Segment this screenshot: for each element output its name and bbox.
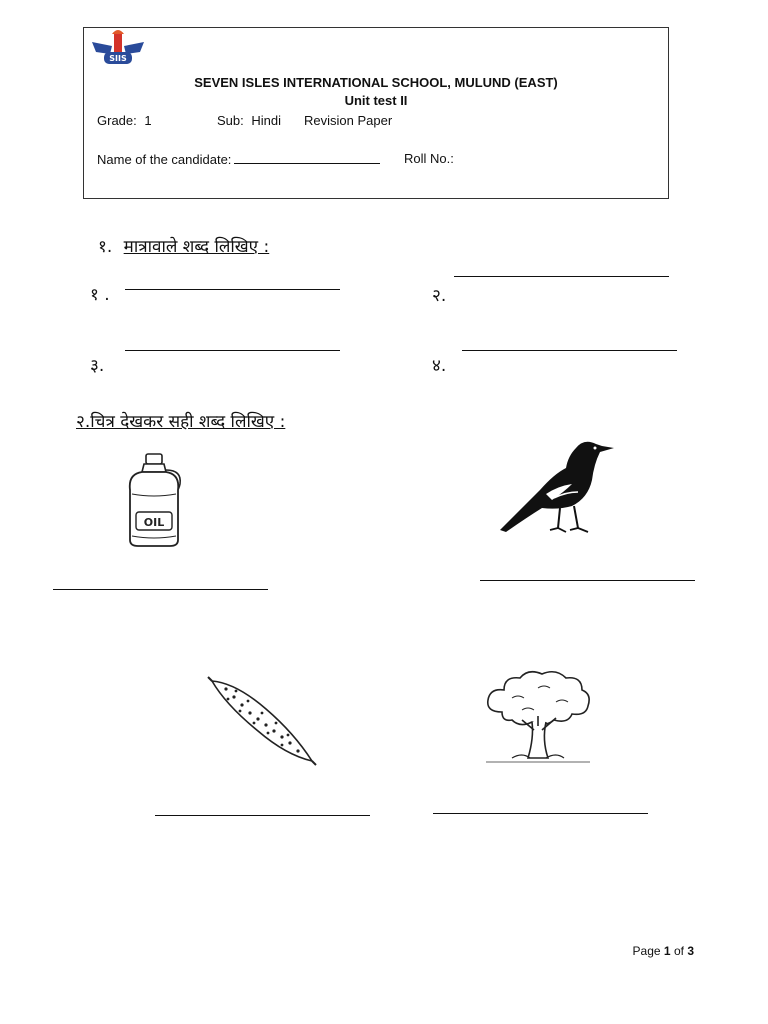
q1-answer-line-2[interactable] <box>454 276 669 277</box>
candidate-label: Name of the candidate: <box>97 152 232 167</box>
q1-answer-line-3[interactable] <box>125 350 340 351</box>
q2-answer-line-gourd[interactable] <box>155 815 370 816</box>
school-name: SEVEN ISLES INTERNATIONAL SCHOOL, MULUND (EAST) <box>194 75 558 90</box>
q1-item-4-number: ४. <box>432 356 447 376</box>
oil-bottle-icon <box>120 450 186 550</box>
oil-label: OIL <box>143 516 165 529</box>
q2-answer-line-oil[interactable] <box>53 589 268 590</box>
bird-icon <box>496 434 626 544</box>
subject-value: Hindi <box>251 113 281 128</box>
q1-item-1-number: १ . <box>90 285 110 305</box>
page-number <box>633 944 694 958</box>
question-1-title <box>98 234 269 257</box>
roll-label: Roll No.: <box>404 151 454 166</box>
page-word: Page <box>632 944 661 958</box>
question-2-title <box>76 409 285 432</box>
school-logo-icon <box>90 28 146 70</box>
bitter-gourd-icon <box>206 675 322 769</box>
current-page: 1 <box>663 944 671 958</box>
paper-type: Revision Paper <box>304 113 393 128</box>
q1-item-3-number: ३. <box>90 356 105 376</box>
test-name: Unit test II <box>344 93 408 108</box>
grade-field <box>97 113 152 128</box>
subject-label: Sub: <box>217 113 244 128</box>
candidate-name-line[interactable] <box>234 151 380 164</box>
logo-text: SIIS <box>109 54 127 63</box>
q2-answer-line-bird[interactable] <box>480 580 695 581</box>
q2-answer-line-tree[interactable] <box>433 813 648 814</box>
grade-label: Grade: <box>97 113 137 128</box>
of-word: of <box>673 944 684 958</box>
q1-answer-line-4[interactable] <box>462 350 677 351</box>
question-2-text: २.चित्र देखकर सही शब्द लिखिए : <box>76 412 286 432</box>
q1-answer-line-1[interactable] <box>125 289 340 290</box>
grade-value: 1 <box>144 113 152 128</box>
q1-item-2-number: २. <box>432 286 447 306</box>
candidate-field <box>97 151 380 167</box>
header-box <box>83 27 669 199</box>
total-pages: 3 <box>687 944 694 958</box>
tree-icon <box>482 668 594 768</box>
question-1-text: मात्रावाले शब्द लिखिए : <box>123 237 270 257</box>
roll-field <box>404 151 454 166</box>
subject-field <box>217 113 281 128</box>
question-1-number: १. <box>98 237 113 257</box>
